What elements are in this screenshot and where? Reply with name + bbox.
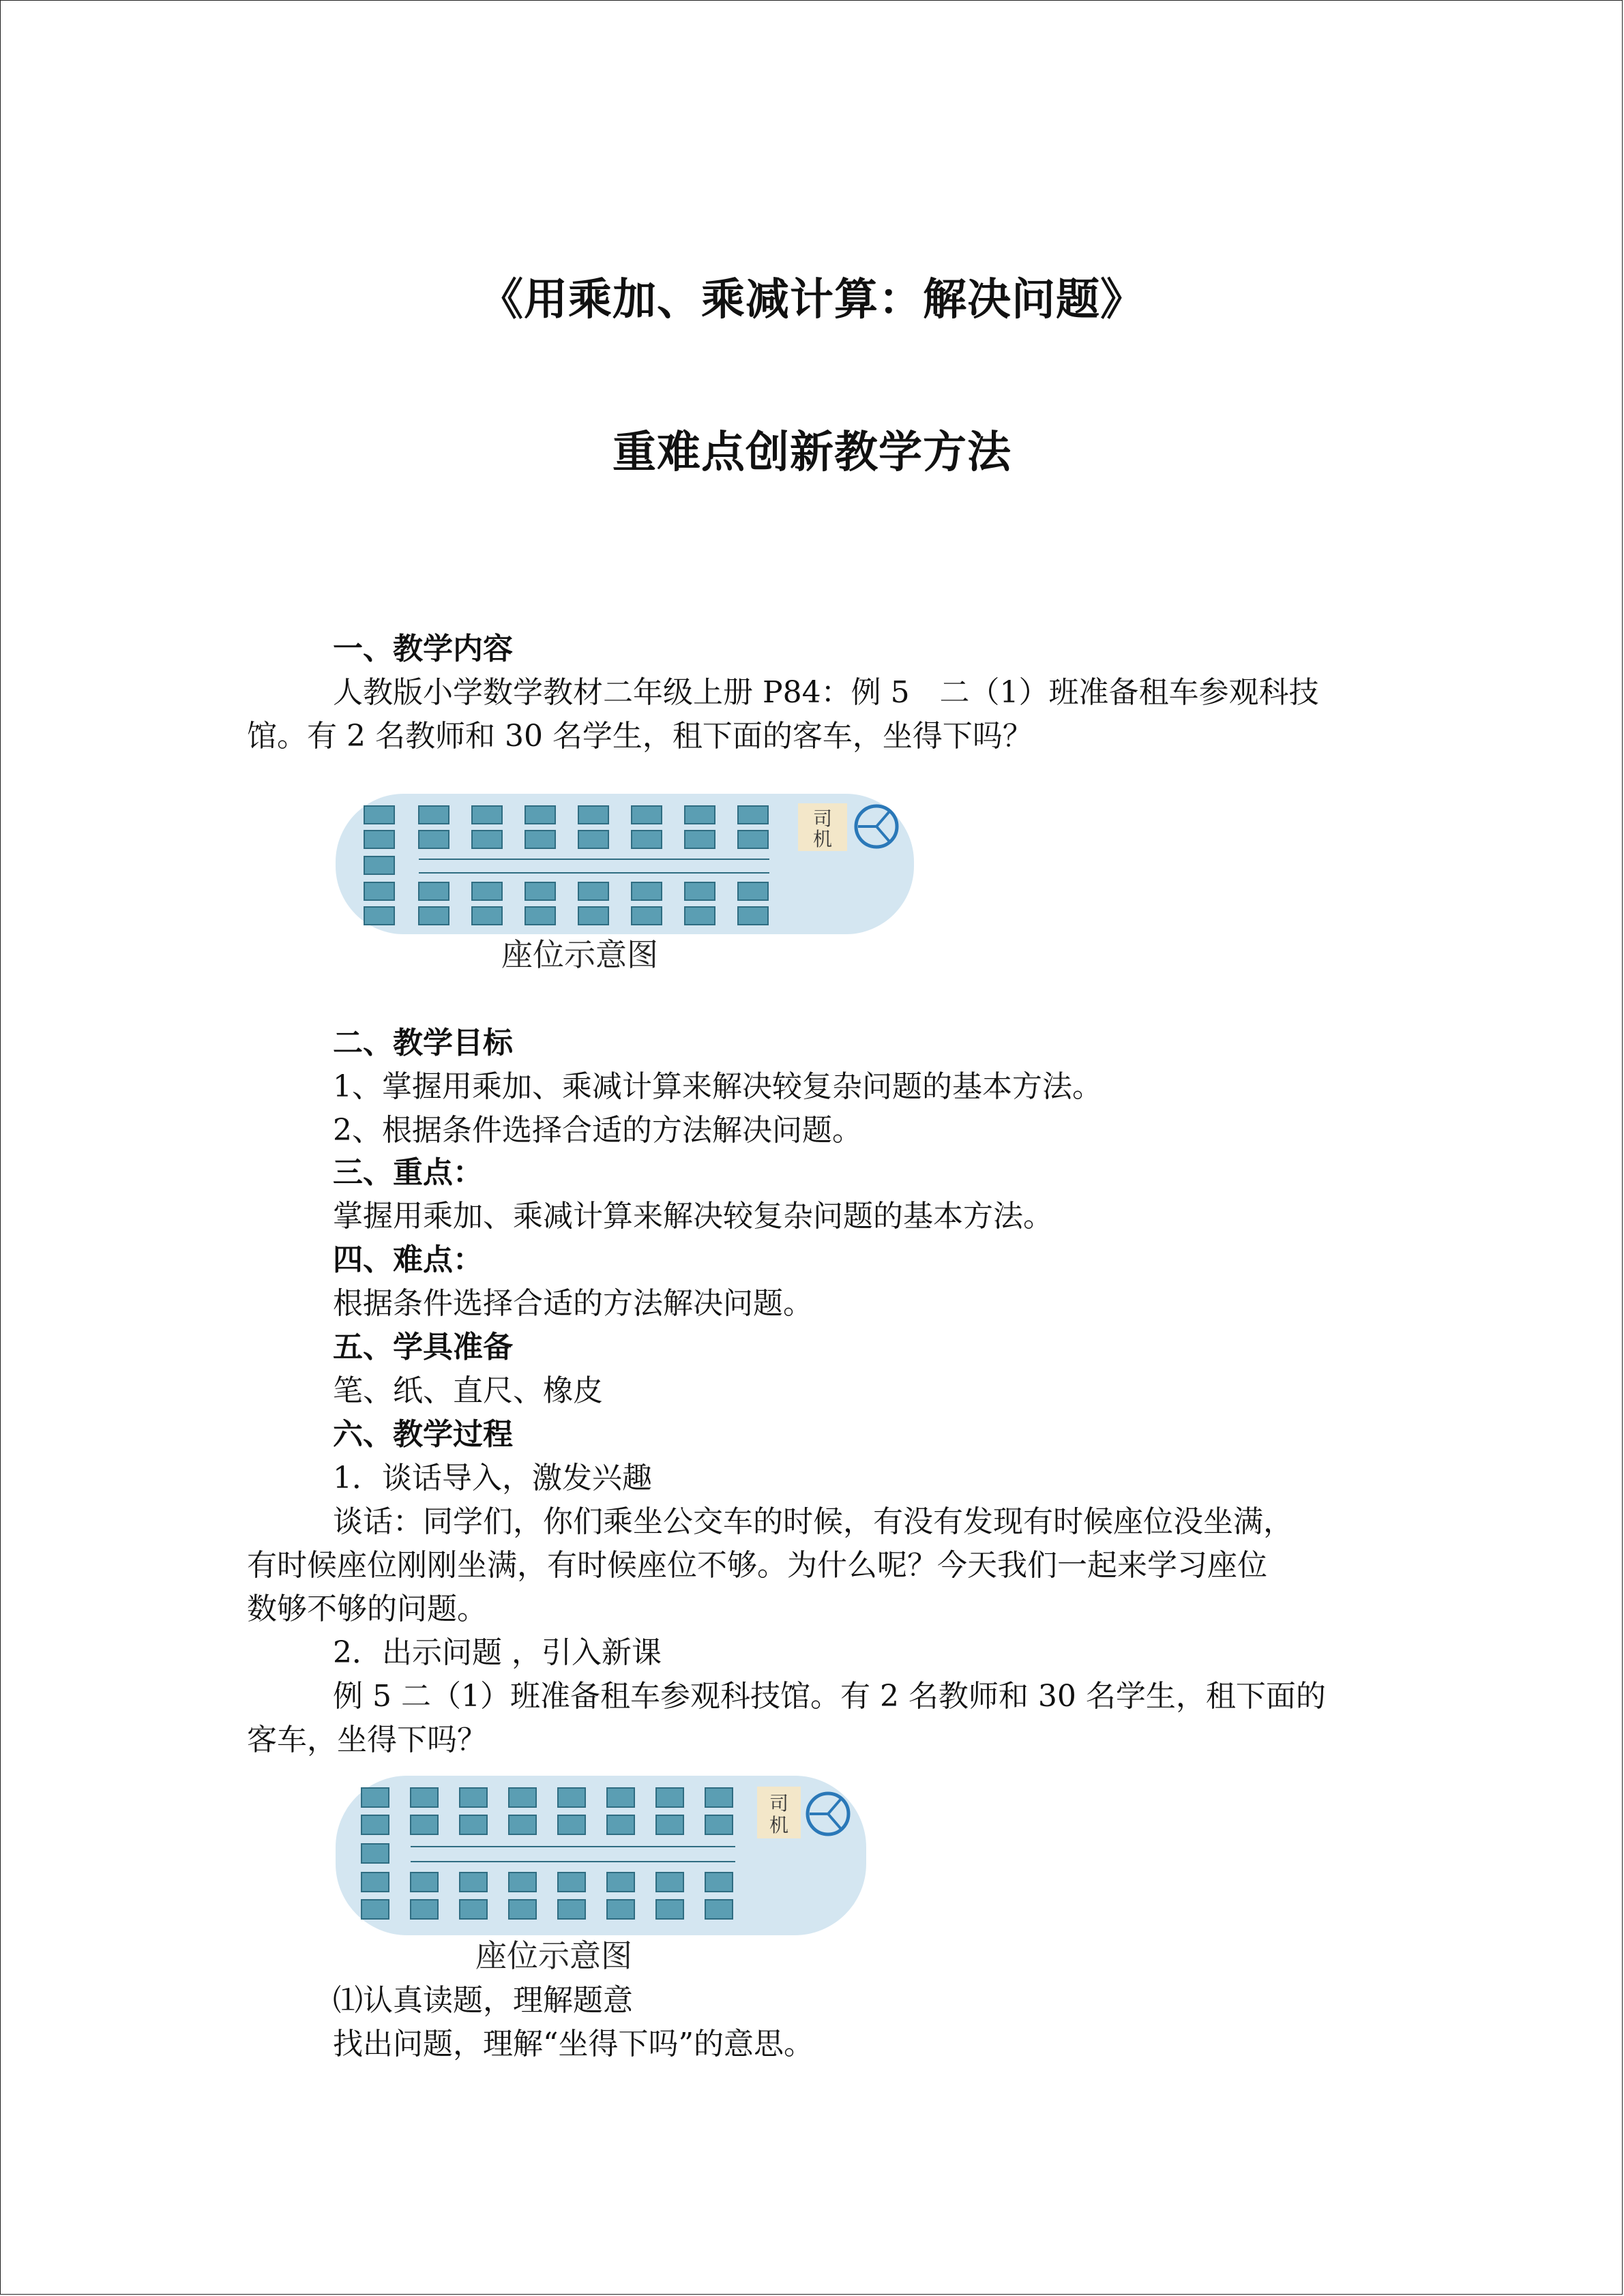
step2-text-line-1: 例 5 二（1）班准备租车参观科技馆。有 2 名教师和 30 名学生，租下面的 (333, 1679, 1326, 1714)
driver-label-char-2: 机 (812, 828, 833, 850)
step2-title: 2．出示问题 ，引入新课 (333, 1635, 662, 1670)
key-text: 掌握用乘加、乘减计算来解决较复杂问题的基本方法。 (333, 1199, 1053, 1234)
step2-sub1-text: 找出问题，理解“坐得下吗”的意思。 (333, 2027, 814, 2061)
section-heading-difficulty: 四、难点： (333, 1242, 483, 1277)
goal-1: 1、掌握用乘加、乘减计算来解决较复杂问题的基本方法。 (333, 1069, 1102, 1104)
figure-caption: 座位示意图 (501, 936, 658, 973)
content-text-line-2: 馆。有 2 名教师和 30 名学生，租下面的客车，坐得下吗？ (247, 719, 1033, 754)
step2-text-line-2: 客车，坐得下吗？ (247, 1723, 487, 1757)
driver-label-2-char-1: 司 (769, 1792, 789, 1815)
content-text-line-1: 人教版小学数学教材二年级上册 P84：例 5 二（1）班准备租车参观科技 (333, 675, 1319, 710)
step2-sub1: ⑴认真读题，理解题意 (333, 1983, 633, 2018)
back-seat (364, 856, 394, 874)
step1-title: 1．谈话导入，激发兴趣 (333, 1461, 652, 1495)
figure-caption-2: 座位示意图 (475, 1937, 632, 1974)
difficulty-text: 根据条件选择合适的方法解决问题。 (333, 1286, 813, 1321)
back-seat-2 (361, 1844, 389, 1863)
document-subtitle: 重难点创新教学方法 (612, 428, 1012, 478)
bus-seat-diagram-2-svg (333, 1773, 872, 1978)
step1-text-line-1: 谈话：同学们，你们乘坐公交车的时候，有没有发现有时候座位没坐满， (333, 1504, 1293, 1539)
bus-seat-diagram-2 (333, 1773, 872, 1978)
document-title: 《用乘加、乘减计算：解决问题》 (479, 275, 1145, 325)
bus-seat-diagram-svg (333, 791, 919, 975)
goal-2: 2、根据条件选择合适的方法解决问题。 (333, 1113, 862, 1148)
section-heading-goals: 二、教学目标 (333, 1026, 513, 1060)
section-heading-tools: 五、学具准备 (333, 1330, 513, 1365)
driver-label-char-1: 司 (812, 807, 833, 830)
tools-text: 笔、纸、直尺、橡皮 (333, 1373, 603, 1408)
bus-seat-diagram (333, 791, 919, 975)
driver-label-2-char-2: 机 (769, 1814, 789, 1836)
section-heading-key: 三、重点： (333, 1155, 483, 1190)
step1-text-line-3: 数够不够的问题。 (247, 1592, 487, 1626)
section-heading-process: 六、教学过程 (333, 1417, 513, 1452)
step1-text-line-2: 有时候座位刚刚坐满，有时候座位不够。为什么呢？今天我们一起来学习座位 (247, 1548, 1267, 1583)
section-heading-content: 一、教学内容 (333, 631, 513, 666)
